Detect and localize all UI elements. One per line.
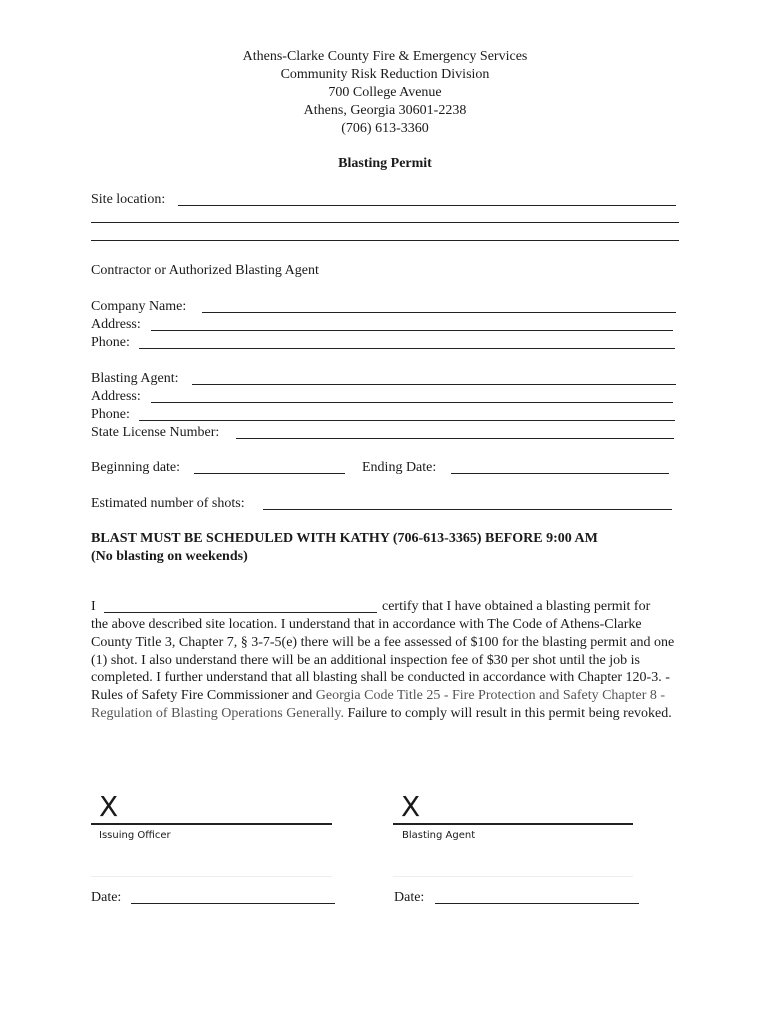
company-phone-label: Phone:: [91, 335, 130, 350]
schedule-notice: BLAST MUST BE SCHEDULED WITH KATHY (706-613-3365) BEFORE 9:00 AM: [91, 531, 598, 546]
company-phone-field[interactable]: [139, 348, 675, 349]
blasting-agent-label: Blasting Agent: [402, 830, 476, 841]
site-location-field-line3[interactable]: [91, 240, 679, 241]
weekend-notice: (No blasting on weekends): [91, 549, 248, 564]
street-address: 700 College Avenue: [328, 85, 442, 100]
company-address-field[interactable]: [151, 330, 673, 331]
ending-date-field[interactable]: [451, 473, 669, 474]
agent-phone-field[interactable]: [139, 420, 675, 421]
agent-date-field[interactable]: [435, 903, 639, 904]
certification-paragraph: [91, 616, 681, 723]
agent-address-field[interactable]: [151, 402, 673, 403]
company-address-label: Address:: [91, 317, 141, 332]
certification-body: the above described site location. I understand that in accordance with The Code of Athens-Clarke County Title 3, Chapter 7, § 3-7-5(e) there will be a fee assessed of $100 for the blasting permit and one (1) shot. I also understand there will be an additional inspection fee of $30 per shot until the job is completed. I further understand that all blasting shall be conducted in accordance with Chapter 120-3. - Rules of Safety Fire Commissioner and: [91, 617, 675, 704]
agent-address-label: Address:: [91, 389, 141, 404]
contractor-heading: Contractor or Authorized Blasting Agent: [91, 263, 319, 278]
beginning-date-field[interactable]: [194, 473, 345, 474]
certification-tail: Failure to comply will result in this permit being revoked.: [343, 705, 672, 721]
agent-name-label: Blasting Agent:: [91, 371, 179, 386]
divider: [393, 876, 633, 877]
page-title: Blasting Permit: [338, 156, 432, 171]
certifier-name-field[interactable]: [104, 612, 377, 613]
org-phone: (706) 613-3360: [341, 121, 429, 136]
company-name-field[interactable]: [202, 312, 676, 313]
ending-date-label: Ending Date:: [362, 460, 437, 475]
division-name: Community Risk Reduction Division: [280, 67, 490, 82]
agent-name-field[interactable]: [192, 384, 676, 385]
agent-date-label: Date:: [394, 890, 425, 905]
issuing-officer-label: Issuing Officer: [99, 830, 171, 841]
certify-prefix: I: [91, 599, 96, 614]
org-name: Athens-Clarke County Fire & Emergency Services: [242, 49, 528, 64]
certify-text-start: certify that I have obtained a blasting permit for: [382, 599, 651, 614]
site-location-label: Site location:: [91, 192, 166, 207]
agent-phone-label: Phone:: [91, 407, 130, 422]
beginning-date-label: Beginning date:: [91, 460, 181, 475]
site-location-field[interactable]: [178, 205, 676, 206]
company-name-label: Company Name:: [91, 299, 187, 314]
license-number-label: State License Number:: [91, 425, 220, 440]
officer-signature-field[interactable]: [91, 823, 332, 825]
license-number-field[interactable]: [236, 438, 674, 439]
city-address: Athens, Georgia 30601-2238: [303, 103, 467, 118]
officer-sign-mark: X: [99, 790, 119, 823]
officer-date-label: Date:: [91, 890, 122, 905]
officer-date-field[interactable]: [131, 903, 335, 904]
georgia-code-reference: Georgia Code Title 25 - Fire Protection and Safety Chapter 8 - Regulation of Blasting Operations Generally.: [91, 688, 666, 721]
divider: [91, 876, 332, 877]
agent-sign-mark: X: [401, 790, 421, 823]
shots-label: Estimated number of shots:: [91, 496, 245, 511]
site-location-field-line2[interactable]: [91, 222, 679, 223]
agent-signature-field[interactable]: [393, 823, 633, 825]
shots-field[interactable]: [263, 509, 672, 510]
